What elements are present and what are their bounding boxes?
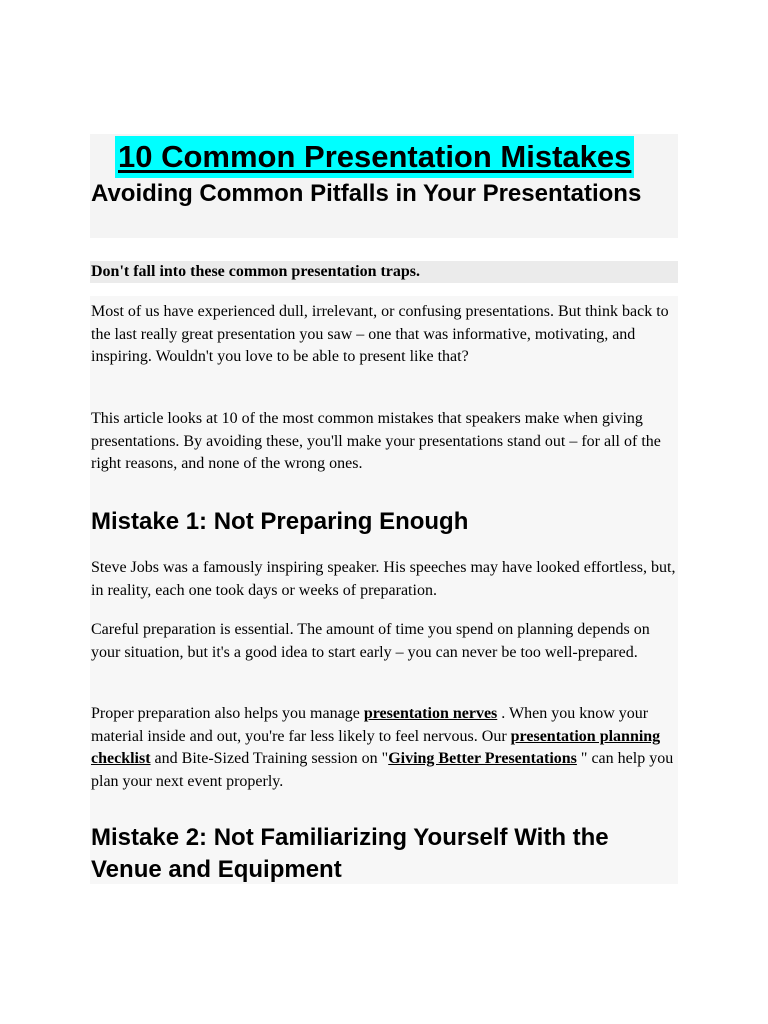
mistake-1-paragraph-1: Steve Jobs was a famously inspiring speaker. His speeches may have looked effortless, but, in reality, each one took days or weeks of preparation. [91,559,676,599]
paragraph-text: " can help you plan your next event properly. [91,750,674,790]
presentation-nerves-link[interactable]: presentation nerves [363,705,498,722]
paragraph-text: . When you know your material inside and out, you're far less likely to feel nervous. Our [91,705,649,745]
mistake-2-heading: Mistake 2: Not Familiarizing Yourself With the Venue and Equipment [91,824,609,883]
mistake-1-paragraph-2: Careful preparation is essential. The amount of time you spend on planning depends on your situation, but it's a good idea to start early – you can never be too well-prepared. [91,621,650,661]
article-title: 10 Common Presentation Mistakes [115,136,634,178]
paragraph-text: and Bite-Sized Training session on " [150,750,389,767]
intro-paragraph-2: This article looks at 10 of the most common mistakes that speakers make when giving presentations. By avoiding these, you'll make your presentations stand out – for all of the right reasons, and none of the wrong ones. [91,410,661,472]
article-subtitle: Avoiding Common Pitfalls in Your Presentations [91,180,642,207]
article-tagline: Don't fall into these common presentation traps. [91,263,421,280]
intro-paragraph-1: Most of us have experienced dull, irrelevant, or confusing presentations. But think back to the last really great presentation you saw – one that was informative, motivating, and inspiring. Wouldn't you love to be able to present like that? [91,303,669,365]
mistake-1-heading: Mistake 1: Not Preparing Enough [91,508,469,535]
mistake-1-paragraph-3 [91,703,681,793]
giving-better-presentations-link[interactable]: Giving Better Presentations [388,750,577,767]
paragraph-text: Proper preparation also helps you manage [91,705,364,722]
presentation-planning-checklist-link[interactable]: presentation planning checklist [91,727,661,767]
